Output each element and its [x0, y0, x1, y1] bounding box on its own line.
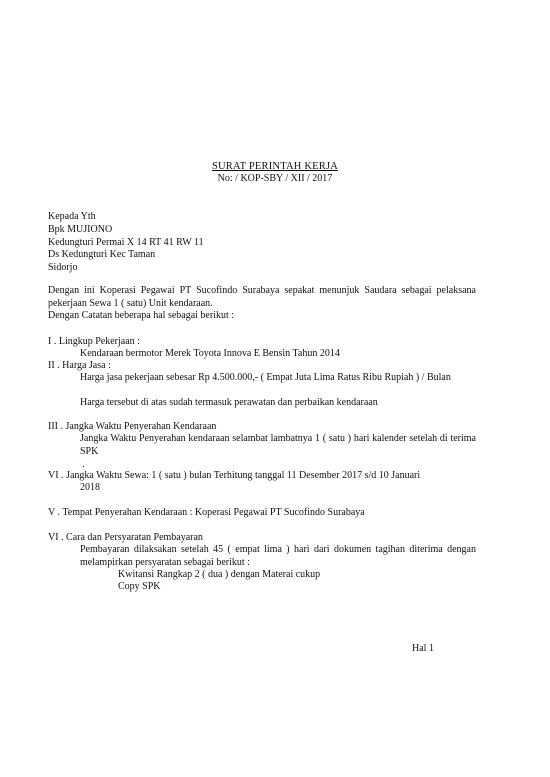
section-3-heading: III . Jangka Waktu Penyerahan Kendaraan — [48, 421, 217, 432]
section-2-note: Harga tersebut di atas sudah termasuk perawatan dan perbaikan kendaraan — [80, 397, 378, 408]
intro-paragraph: Dengan ini Koperasi Pegawai PT Sucofindo Surabaya sepakat menunjuk Saudara sebagai pelaksana pekerjaan Sewa 1 ( satu) Unit kendaraan. — [48, 285, 476, 309]
recipient-salutation: Kepada Yth — [48, 211, 96, 222]
recipient-city: Sidorjo — [48, 262, 78, 273]
section-1-body: Kendaraan bermotor Merek Toyota Innova E Bensin Tahun 2014 — [80, 348, 340, 359]
recipient-address: Kedungturi Permai X 14 RT 41 RW 11 — [48, 237, 204, 248]
document-number: No: / KOP-SBY / XII / 2017 — [217, 173, 333, 184]
recipient-name: Bpk MUJIONO — [48, 224, 113, 235]
section-1-heading: I . Lingkup Pekerjaan : — [48, 336, 140, 347]
section-6-item-receipt: Kwitansi Rangkap 2 ( dua ) dengan Materai cukup — [118, 569, 321, 580]
section-5-heading: V . Tempat Penyerahan Kendaraan : Koperasi Pegawai PT Sucofindo Surabaya — [48, 507, 365, 518]
intro-conditions: Dengan Catatan beberapa hal sebagai berikut : — [48, 310, 235, 321]
section-3-body: Jangka Waktu Penyerahan kendaraan selambat lambatnya 1 ( satu ) hari kalender setelah di terima SPK — [80, 433, 476, 457]
page-number: Hal 1 — [412, 643, 434, 654]
section-2-heading: II . Harga Jasa : — [48, 360, 111, 371]
section-3-dot: . — [82, 459, 85, 470]
section-6-item-spk: Copy SPK — [118, 581, 161, 592]
section-4-continuation: 2018 — [80, 482, 100, 493]
section-2-price: Harga jasa pekerjaan sebesar Rp 4.500.000,- ( Empat Juta Lima Ratus Ribu Rupiah ) / Bulan — [80, 372, 451, 383]
document-title: SURAT PERINTAH KERJA — [211, 161, 339, 172]
recipient-district: Ds Kedungturi Kec Taman — [48, 249, 156, 260]
section-4-heading: VI . Jangka Waktu Sewa: 1 ( satu ) bulan Terhitung tanggal 11 Desember 2017 s/d 10 Januari — [48, 470, 421, 481]
section-6-heading: VI . Cara dan Persyaratan Pembayaran — [48, 532, 203, 543]
section-6-body: Pembayaran dilaksakan setelah 45 ( empat lima ) hari dari dokumen tagihan diterima dengan melampirkan persyaratan sebagai berikut : — [80, 544, 476, 568]
